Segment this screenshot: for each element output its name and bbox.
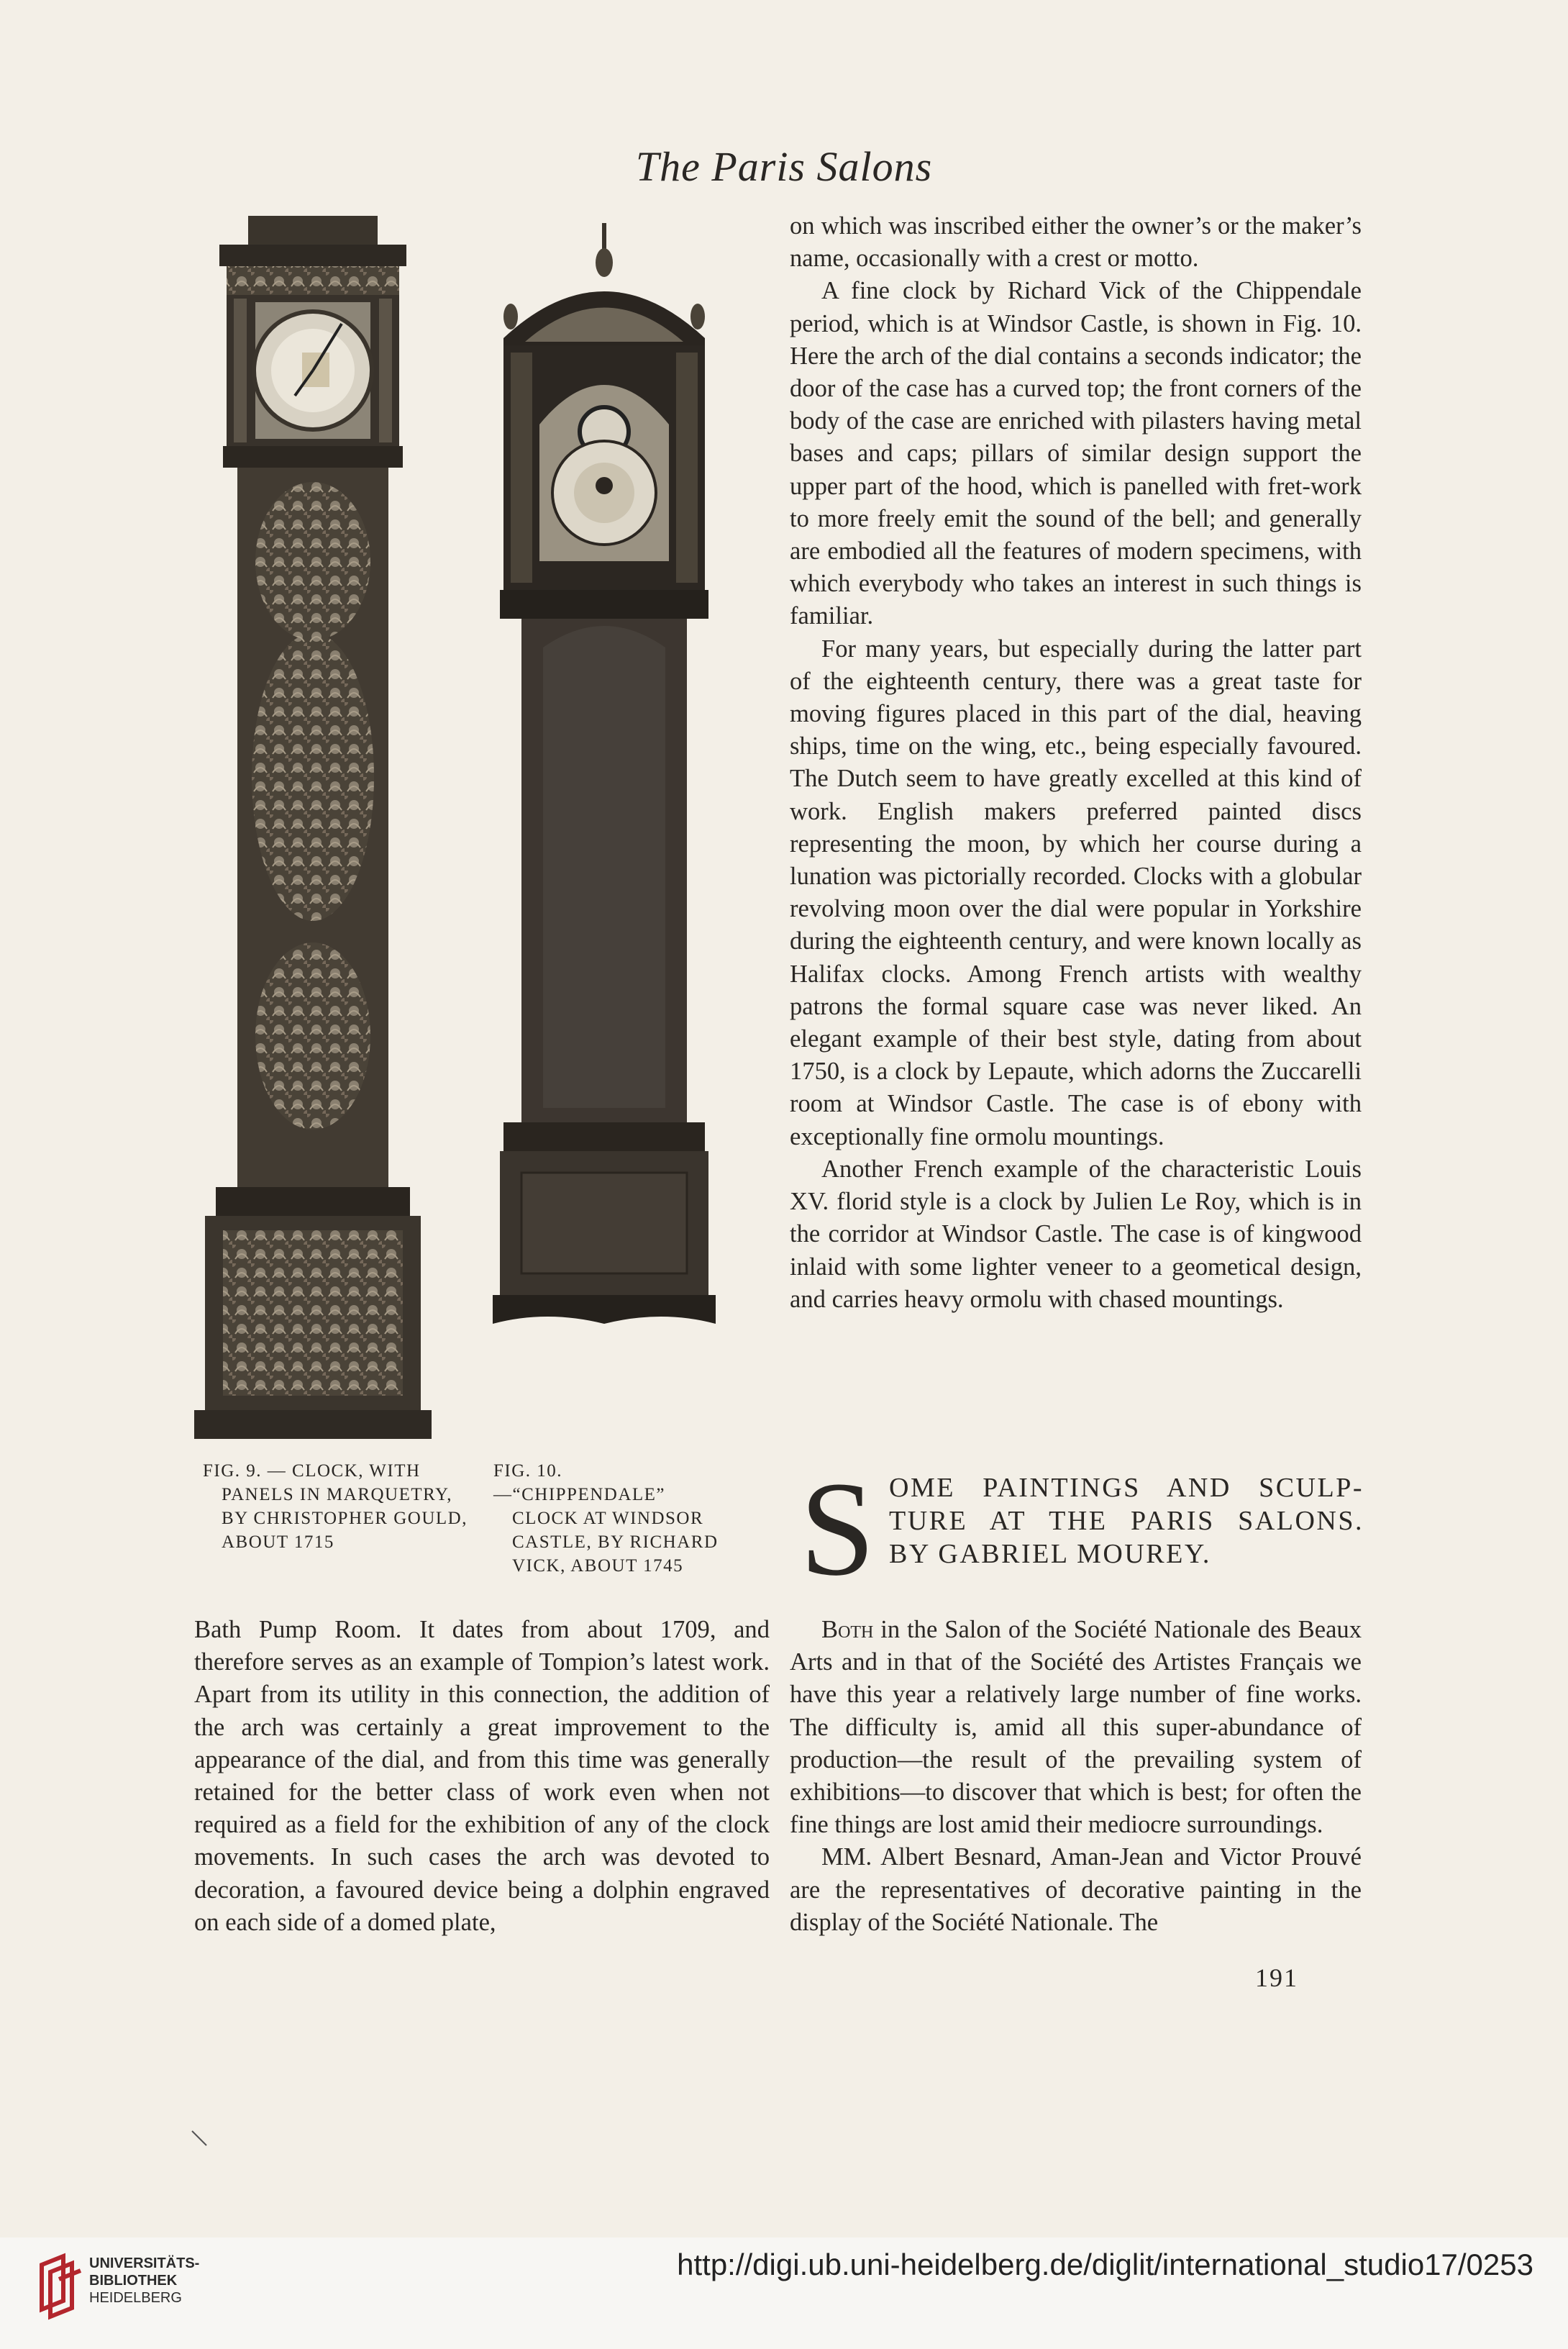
- drop-cap: S: [800, 1453, 875, 1604]
- paragraph: MM. Albert Besnard, Aman-Jean and Victor Prouvé are the representatives of decorative painting in the display of the Société Nationale. The: [790, 1843, 1362, 1936]
- paragraph: on which was inscribed either the owner’s or the maker’s name, occasionally with a crest or motto.: [790, 212, 1362, 273]
- article-title: [800, 1453, 1364, 1604]
- title-line: TURE AT THE PARIS SALONS.: [889, 1506, 1364, 1536]
- caption-line: CLOCK AT WINDSOR: [512, 1509, 704, 1528]
- figure-9-caption: [203, 1459, 476, 1554]
- title-line: BY GABRIEL MOUREY.: [889, 1539, 1211, 1569]
- source-url-link[interactable]: http://digi.ub.uni-heidelberg.de/diglit/international_studio17/0253: [677, 2248, 1533, 2281]
- running-head: The Paris Salons: [635, 143, 933, 190]
- caption-line: PANELS IN MARQUETRY,: [222, 1485, 453, 1504]
- paragraph: Another French example of the characteristic Louis XV. florid style is a clock by Julien Le Roy, which is in the corridor at Windsor Castle. The case is of kingwood inlaid with some lighter veneer to a geometical design, and carries heavy ormolu with chased mountings.: [790, 1155, 1362, 1313]
- library-name-line: UNIVERSITÄTS-: [89, 2255, 200, 2271]
- left-column-bottom-text: [194, 1614, 770, 1939]
- paragraph-text: in the Salon of the Société Nationale des Beaux Arts and in that of the Société des Artistes Français we have this year a relatively large number of fine works. The difficulty is, amid all this super-abundance of production—the result of the prevailing system of exhibitions—to discover that which is best; for often the fine things are lost amid their mediocre surroundings.: [790, 1616, 1362, 1839]
- caption-line: VICK, ABOUT 1745: [512, 1556, 684, 1576]
- caption-line: CASTLE, BY RICHARD: [512, 1532, 719, 1552]
- paragraph: A fine clock by Richard Vick of the Chippendale period, which is at Windsor Castle, is shown in Fig. 10. Here the arch of the dial contains a seconds indicator; the door of the case has a curved top; the front corners of the body of the case are enriched with pilasters having metal bases and caps; pillars of similar design support the upper part of the hood, which is panelled with fret-work to more freely emit the sound of the bell; and generally are embodied all the features of modern specimens, with which everybody who takes an interest in such things is familiar.: [790, 277, 1362, 630]
- figure-10-chippendale-clock: [482, 216, 748, 1324]
- caption-line: BY CHRISTOPHER GOULD,: [222, 1509, 468, 1528]
- university-library-logo-icon: [35, 2250, 92, 2322]
- title-line: OME PAINTINGS AND SCULP-: [889, 1473, 1364, 1503]
- figure-10-caption: [493, 1459, 731, 1578]
- figure-9-marquetry-clock: [176, 216, 450, 1439]
- article-title-text: [889, 1471, 1364, 1571]
- library-name-line: HEIDELBERG: [89, 2290, 182, 2306]
- caption-line: FIG. 9. — CLOCK, WITH: [203, 1461, 421, 1481]
- lead-word: Both: [821, 1616, 874, 1643]
- paragraph: [790, 1614, 1362, 1841]
- caption-line: FIG. 10.—“CHIPPENDALE”: [493, 1461, 666, 1504]
- page-number: 191: [1255, 1963, 1298, 1992]
- paragraph: For many years, but especially during the latter part of the eighteenth century, there was a great taste for moving figures placed in this part of the dial, heaving ships, time on the wing, etc., being especially favoured. The Dutch seem to have greatly excelled at this kind of work. English makers preferred painted discs representing the moon, by which her course during a lunation was pictorially recorded. Clocks with a globular revolving moon over the dial were popular in Yorkshire during the eighteenth century, and were known locally as Halifax clocks. Among French artists with wealthy patrons the formal square case was never liked. An elegant example of their best style, dating from about 1750, is a clock by Lepaute, which adorns the Zuccarelli room at Windsor Castle. The case is of ebony with exceptionally fine ormolu mountings.: [790, 635, 1362, 1150]
- right-column-top-text: [790, 210, 1362, 1316]
- scan-mark-icon: [191, 2130, 209, 2148]
- paragraph: Bath Pump Room. It dates from about 1709, and therefore serves as an example of Tompion’s latest work. Apart from its utility in this connection, the addition of the arch was certainly a great improvement to the appearance of the dial, and from this time was generally retained for the better class of work even when not required as a field for the exhibition of any of the clock movements. In such cases the arch was devoted to decoration, a favoured device being a dolphin engraved on each side of a domed plate,: [194, 1616, 770, 1936]
- caption-line: ABOUT 1715: [222, 1532, 334, 1552]
- library-name-line: BIBLIOTHEK: [89, 2273, 178, 2289]
- right-column-bottom-text: [790, 1614, 1362, 1939]
- library-name: [89, 2255, 199, 2307]
